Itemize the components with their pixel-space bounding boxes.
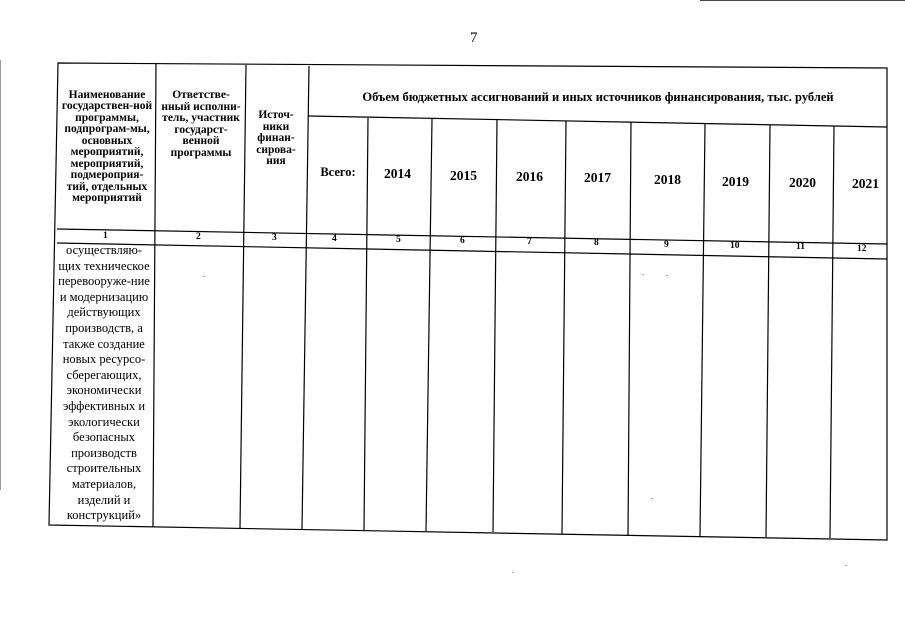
column-number-3: 3 bbox=[272, 233, 277, 243]
header-year-2018: 2018 bbox=[654, 172, 681, 187]
number-row-line bbox=[57, 243, 887, 259]
column-number-7: 7 bbox=[527, 237, 532, 247]
header-responsible-executor: Ответстве-нный исполни-тель, участник государст-венной программы bbox=[161, 89, 241, 159]
header-total: Всего: bbox=[320, 165, 356, 179]
scan-speck bbox=[203, 276, 205, 277]
header-bottom-line bbox=[57, 229, 887, 244]
column-number-12: 12 bbox=[857, 244, 867, 254]
scan-speck bbox=[666, 275, 668, 276]
column-number-4: 4 bbox=[332, 234, 337, 244]
header-year-2019: 2019 bbox=[722, 174, 749, 189]
column-number-5: 5 bbox=[396, 235, 401, 245]
column-number-8: 8 bbox=[594, 238, 599, 248]
row-program-description: осуществляю-щих техническое перевооруже-ние и модернизацию действующих производств, а также создание новых ресурсо-сберегающих, экономически эффективных и экологически безопасных производств строительных материалов, изделий и конструкций» bbox=[58, 243, 150, 523]
column-number-1: 1 bbox=[103, 231, 108, 241]
header-program-name: Наименование государствен-ной программы, подпрограм-мы, основных мероприятий, мероприятий, подмероприя-тий, отдельных мероприятий bbox=[61, 88, 153, 204]
header-year-2014: 2014 bbox=[384, 166, 411, 181]
column-number-10: 10 bbox=[730, 241, 740, 251]
header-funding-volume: Объем бюджетных ассигнований и иных источников финансирования, тыс. рублей bbox=[362, 90, 834, 104]
group-divider bbox=[308, 116, 887, 127]
column-number-11: 11 bbox=[796, 242, 805, 252]
column-number-6: 6 bbox=[460, 236, 465, 246]
column-number-9: 9 bbox=[664, 240, 669, 250]
header-year-2017: 2017 bbox=[584, 170, 611, 185]
header-year-2015: 2015 bbox=[450, 168, 477, 183]
header-year-2016: 2016 bbox=[516, 169, 543, 184]
header-year-2021: 2021 bbox=[852, 176, 879, 191]
scan-speck bbox=[651, 498, 653, 499]
header-year-2020: 2020 bbox=[789, 175, 816, 190]
header-funding-sources: Источ-ники финан-сирова-ния bbox=[256, 109, 296, 167]
page-number: 7 bbox=[470, 30, 478, 46]
scan-speck bbox=[512, 572, 514, 573]
scan-speck bbox=[642, 274, 644, 275]
column-number-2: 2 bbox=[196, 232, 201, 242]
scan-speck bbox=[845, 565, 847, 566]
